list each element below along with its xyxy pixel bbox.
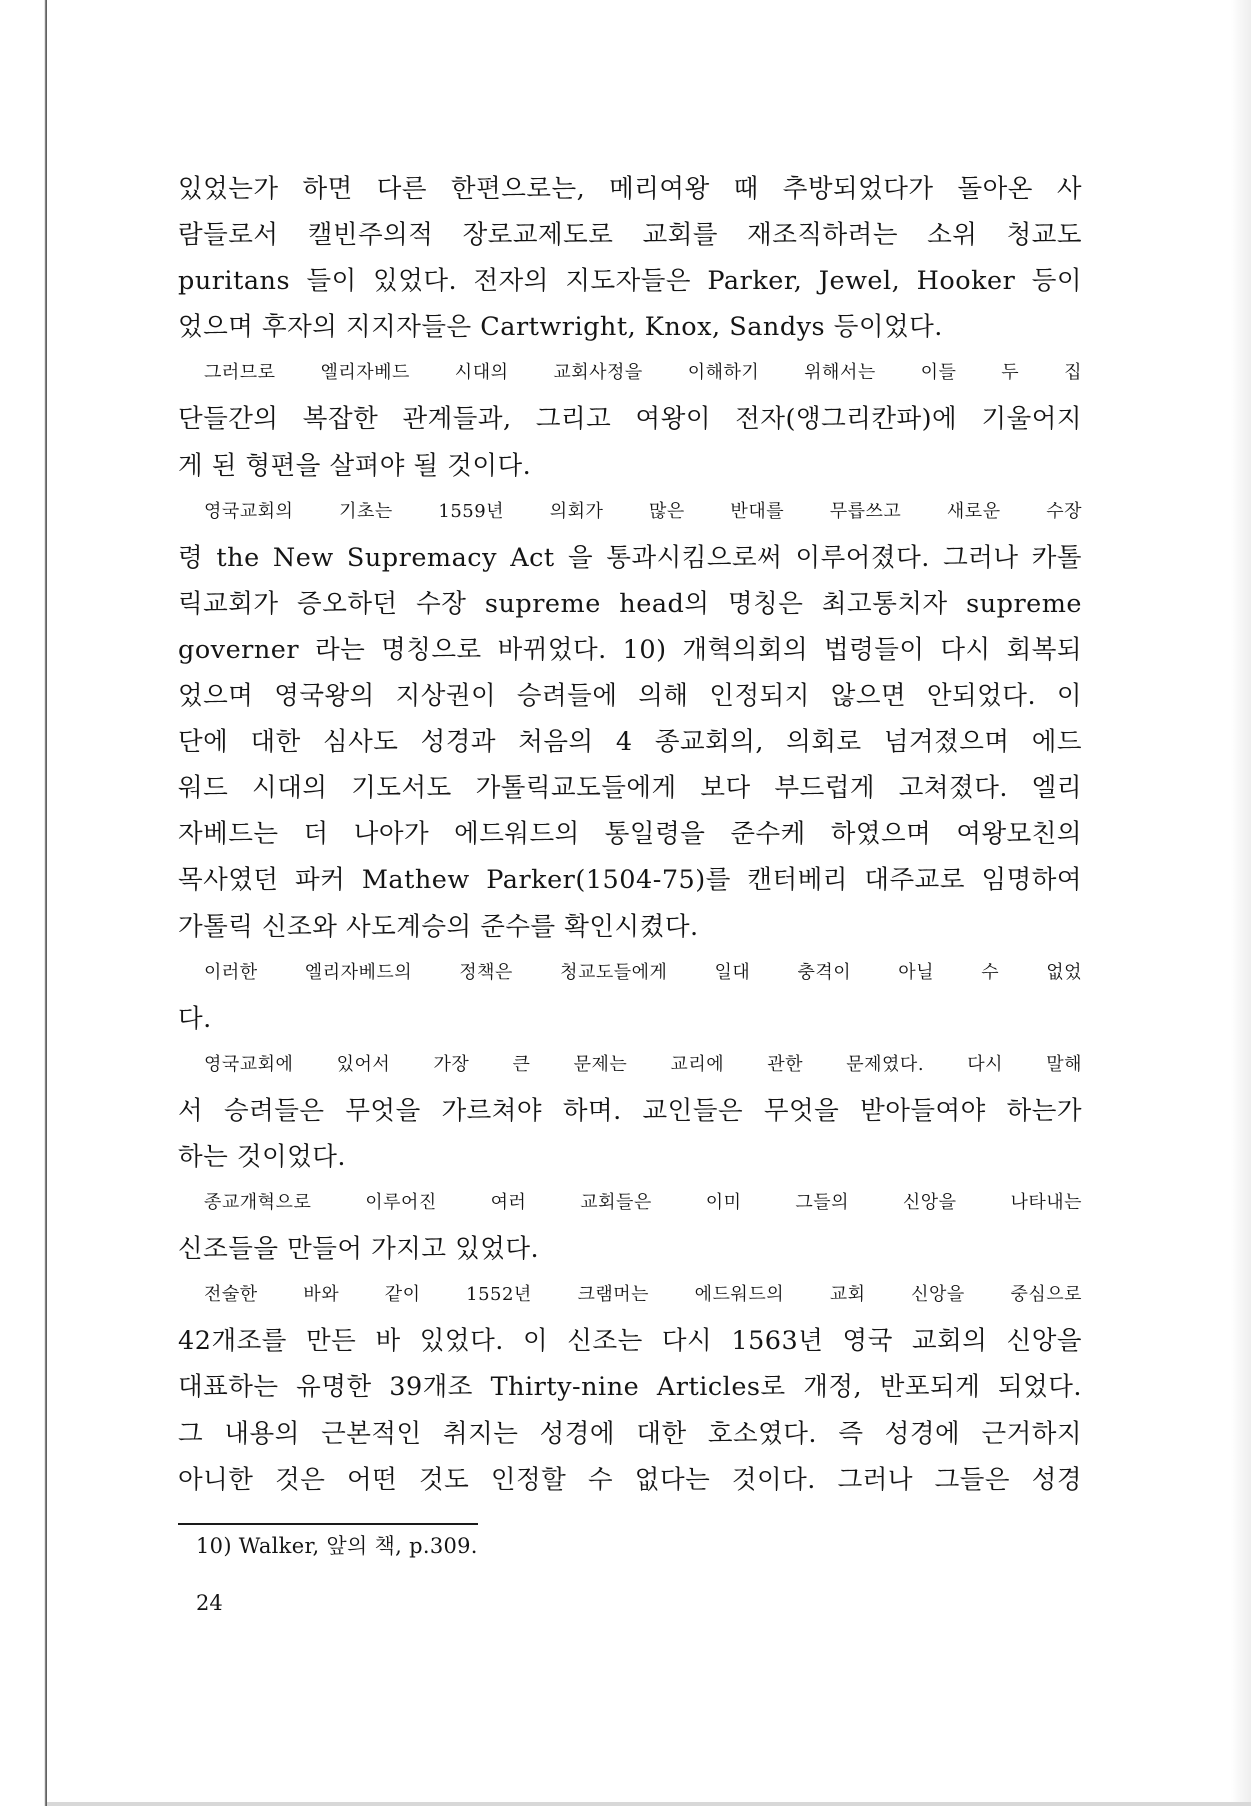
text-line: 단들간의 복잡한 관계들과, 그리고 여왕이 전자(앵그리칸파)에 기울어지: [178, 404, 1082, 435]
text-line: 게 된 형편을 살펴야 될 것이다.: [178, 450, 532, 481]
text-line: 람들로서 캘빈주의적 장로교제도로 교회를 재조직하려는 소위 청교도: [178, 220, 1082, 251]
text-line: 단에 대한 심사도 성경과 처음의 4 종교회의, 의회로 넘겨졌으며 에드: [178, 727, 1082, 758]
text-line: 었으며 후자의 지지자들은 Cartwright, Knox, Sandys 등이었다.: [178, 312, 943, 343]
text-line: 영국교회의 기초는 1559년 의회가 많은 반대를 무릅쓰고 새로운 수장: [204, 500, 1082, 522]
text-line: 었으며 영국왕의 지상권이 승려들에 의해 인정되지 않으면 안되었다. 이: [178, 681, 1082, 712]
text-line: 종교개혁으로 이루어진 여러 교회들은 이미 그들의 신앙을 나타내는: [204, 1192, 1082, 1214]
text-line: 하는 것이었다.: [178, 1141, 347, 1172]
footnote-rule: [178, 1523, 478, 1525]
text-line: 대표하는 유명한 39개조 Thirty-nine Articles로 개정, 반포되게 되었다.: [178, 1372, 1082, 1403]
text-line: 그 내용의 근본적인 취지는 성경에 대한 호소였다. 즉 성경에 근거하지: [178, 1418, 1082, 1449]
text-line: puritans 들이 있었다. 전자의 지도자들은 Parker, Jewel, Hooker 등이: [178, 266, 1082, 297]
text-line: 다.: [178, 1003, 212, 1034]
text-line: 아니한 것은 어떤 것도 인정할 수 없다는 것이다. 그러나 그들은 성경: [178, 1464, 1082, 1495]
page-bottom-edge: [47, 1802, 1251, 1806]
footnote: 10) Walker, 앞의 책, p.309.: [196, 1534, 478, 1558]
body-text: [178, 166, 1082, 1503]
page-right-edge: [1231, 0, 1251, 1806]
text-line: 있었는가 하면 다른 한편으로는, 메리여왕 때 추방되었다가 돌아온 사: [178, 174, 1082, 204]
text-line: 서 승려들은 무엇을 가르쳐야 하며. 교인들은 무엇을 받아들여야 하는가: [178, 1095, 1082, 1126]
text-line: 워드 시대의 기도서도 가톨릭교도들에게 보다 부드럽게 고쳐졌다. 엘리: [178, 773, 1082, 804]
text-line: 신조들을 만들어 가지고 있었다.: [178, 1234, 540, 1265]
text-line: 그러므로 엘리자베드 시대의 교회사정을 이해하기 위해서는 이들 두 집: [204, 362, 1082, 384]
text-line: 령 the New Supremacy Act 을 통과시킴으로써 이루어졌다. 그러나 카톨: [178, 542, 1082, 573]
text-line: 영국교회에 있어서 가장 큰 문제는 교리에 관한 문제였다. 다시 말해: [204, 1053, 1082, 1075]
page-binding-edge: [0, 0, 47, 1806]
text-line: 자베드는 더 나아가 에드워드의 통일령을 준수케 하였으며 여왕모친의: [178, 819, 1082, 850]
text-line: 전술한 바와 같이 1552년 크램머는 에드워드의 교회 신앙을 중심으로: [204, 1284, 1082, 1306]
text-line: 릭교회가 증오하던 수장 supreme head의 명칭은 최고통치자 supreme: [178, 588, 1082, 619]
page-number: 24: [196, 1591, 223, 1615]
text-line: 42개조를 만든 바 있었다. 이 신조는 다시 1563년 영국 교회의 신앙을: [178, 1326, 1082, 1357]
text-line: governer 라는 명칭으로 바뀌었다. 10) 개혁의회의 법령들이 다시 회복되: [178, 634, 1082, 665]
text-line: 가톨릭 신조와 사도계승의 준수를 확인시켰다.: [178, 911, 699, 942]
text-line: 목사였던 파커 Mathew Parker(1504-75)를 캔터베리 대주교로 임명하여: [178, 865, 1082, 896]
text-line: 이러한 엘리자베드의 정책은 청교도들에게 일대 충격이 아닐 수 없었: [204, 961, 1082, 983]
